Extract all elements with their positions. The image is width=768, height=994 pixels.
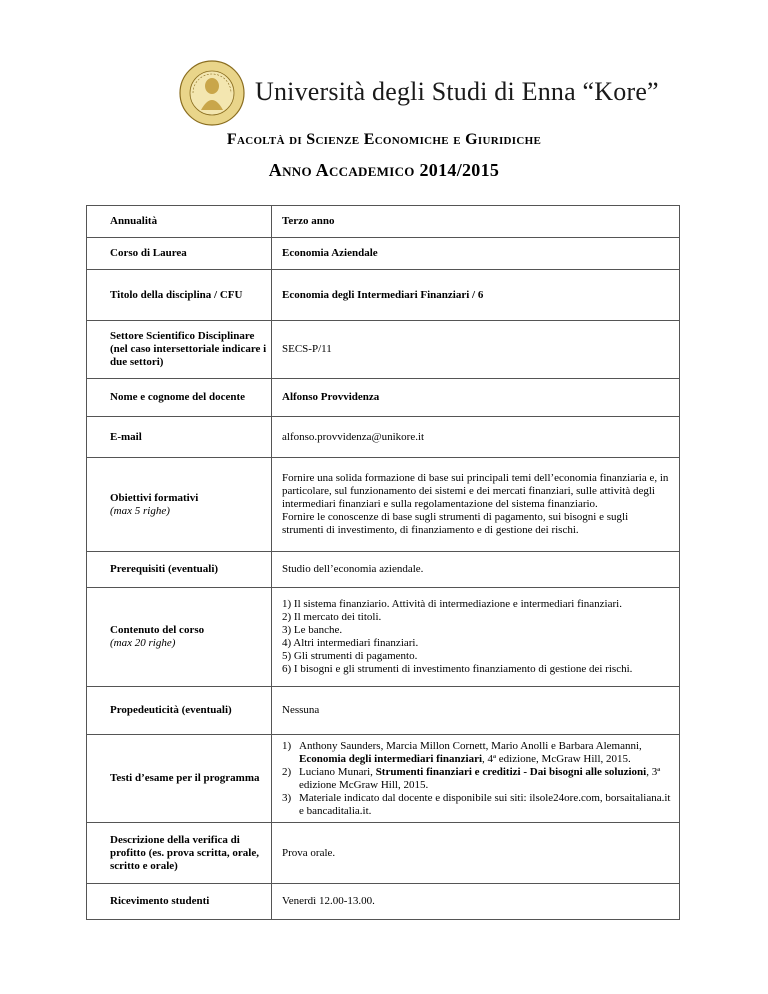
list-item: 3) Le banche. [282, 624, 343, 636]
value-corso: Economia Aziendale [272, 238, 680, 270]
label-titolo: Titolo della disciplina / CFU [87, 270, 272, 321]
list-item: 2) Il mercato dei titoli. [282, 611, 382, 623]
row-verifica [87, 823, 680, 884]
row-annualita [87, 206, 680, 238]
row-prerequisiti [87, 552, 680, 588]
label-annualita: Annualità [87, 206, 272, 238]
obiettivi-paragraph-2: Fornire le conoscenze di base sugli strumenti di pagamento, sui bisogni e sugli strumenti di investimento, di finanziamento e di gestione dei rischi. [282, 511, 629, 536]
syllabus-table [86, 205, 680, 920]
obiettivi-paragraph-1: Fornire una solida formazione di base sui principali temi dell’economia finanziaria e, in particolare, sul funzionamento dei sistemi e dei mercati finanziari, sulle attività degli intermediari finanziari e sulla regolamentazione del sistema finanziario. [282, 472, 669, 510]
list-item: 5) Gli strumenti di pagamento. [282, 650, 418, 662]
row-email [87, 417, 680, 458]
row-titolo [87, 270, 680, 321]
value-verifica: Prova orale. [272, 823, 680, 884]
university-seal-icon [179, 60, 245, 126]
value-obiettivi [272, 458, 680, 552]
label-ricevimento: Ricevimento studenti [87, 884, 272, 920]
value-docente: Alfonso Provvidenza [272, 379, 680, 417]
label-testi: Testi d’esame per il programma [87, 735, 272, 823]
row-settore [87, 321, 680, 379]
value-contenuto [272, 588, 680, 687]
university-name: Università degli Studi di Enna “Kore” [255, 77, 659, 106]
testi-list [282, 740, 671, 818]
list-item: 3) Materiale indicato dal docente e disponibile sui siti: ilsole24ore.com, borsaitaliana.it e bancaditalia.it. [282, 791, 671, 817]
label-contenuto-sub: (max 20 righe) [110, 637, 176, 649]
label-contenuto-text: Contenuto del corso [110, 624, 205, 636]
value-annualita: Terzo anno [272, 206, 680, 238]
list-item: 4) Altri intermediari finanziari. [282, 637, 419, 649]
label-contenuto [87, 588, 272, 687]
row-testi [87, 735, 680, 823]
list-item: 1) Il sistema finanziario. Attività di intermediazione e intermediari finanziari. [282, 598, 622, 610]
value-propedeuticita: Nessuna [272, 687, 680, 735]
row-propedeuticita [87, 687, 680, 735]
faculty-title: Facoltà di Scienze Economiche e Giuridiche [226, 131, 542, 148]
label-email: E-mail [87, 417, 272, 458]
academic-year: Anno Accademico 2014/2015 [268, 160, 500, 180]
list-item: 6) I bisogni e gli strumenti di investimento finanziamento di gestione dei rischi. [282, 663, 633, 675]
value-ricevimento: Venerdì 12.00-13.00. [272, 884, 680, 920]
row-corso [87, 238, 680, 270]
label-settore: Settore Scientifico Disciplinare (nel caso intersettoriale indicare i due settori) [87, 321, 272, 379]
label-obiettivi-sub: (max 5 righe) [110, 504, 170, 517]
value-prerequisiti: Studio dell’economia aziendale. [272, 552, 680, 588]
value-testi [272, 735, 680, 823]
row-contenuto [87, 588, 680, 687]
value-settore: SECS-P/11 [272, 321, 680, 379]
value-titolo: Economia degli Intermediari Finanziari / 6 [272, 270, 680, 321]
university-logo [179, 60, 659, 130]
label-docente: Nome e cognome del docente [87, 379, 272, 417]
label-obiettivi-text: Obiettivi formativi [110, 491, 199, 504]
list-item: 2) Luciano Munari, Strumenti finanziari e creditizi - Dai bisogni alle soluzioni, 3ª edizione McGraw Hill, 2015. [282, 765, 661, 791]
list-item: 1) Anthony Saunders, Marcia Millon Cornett, Mario Anolli e Barbara Alemanni, Economia degli intermediari finanziari, 4ª edizione, McGraw Hill, 2015. [282, 739, 642, 765]
row-ricevimento [87, 884, 680, 920]
label-verifica: Descrizione della verifica di profitto (es. prova scritta, orale, scritto e orale) [87, 823, 272, 884]
row-obiettivi [87, 458, 680, 552]
row-docente [87, 379, 680, 417]
label-corso: Corso di Laurea [87, 238, 272, 270]
label-prerequisiti: Prerequisiti (eventuali) [87, 552, 272, 588]
value-email[interactable]: alfonso.provvidenza@unikore.it [272, 417, 680, 458]
label-obiettivi [87, 458, 272, 552]
label-propedeuticita: Propedeuticità (eventuali) [87, 687, 272, 735]
contenuto-list [282, 598, 671, 676]
